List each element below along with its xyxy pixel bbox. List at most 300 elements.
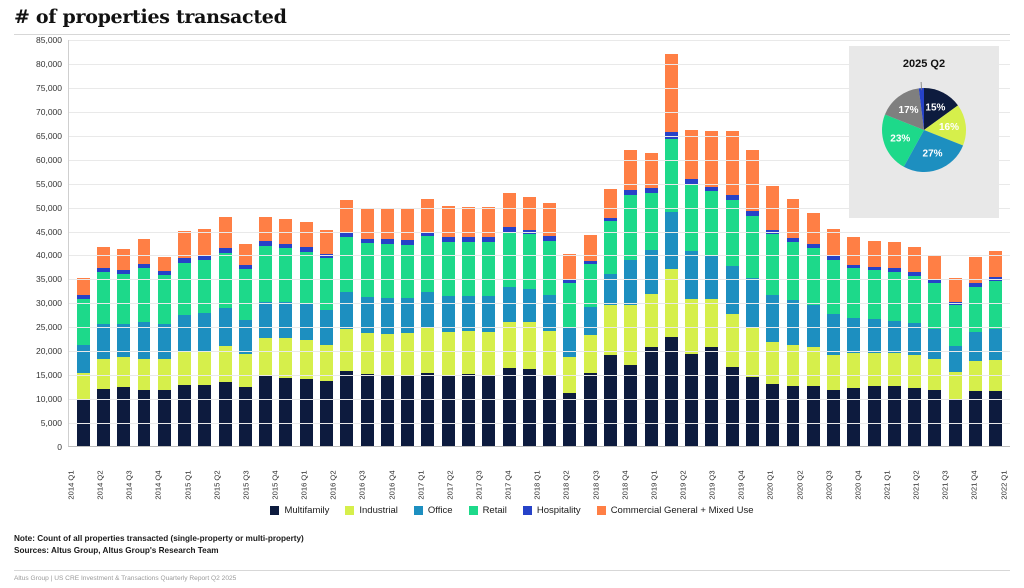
bar-column[interactable] <box>560 40 580 446</box>
bar-column[interactable] <box>458 40 478 446</box>
bar-column[interactable] <box>357 40 377 446</box>
y-axis-tick-label: 10,000 <box>36 394 62 405</box>
bar-segment <box>158 257 171 271</box>
legend-swatch <box>469 506 478 515</box>
bar-segment <box>928 255 941 279</box>
bar-segment <box>645 250 658 294</box>
bar-segment <box>543 241 556 295</box>
bar-segment <box>726 200 739 266</box>
bar-column[interactable] <box>174 40 194 446</box>
bar-segment <box>847 318 860 353</box>
bar-segment <box>665 139 678 212</box>
x-axis-tick-label: 2015 Q2 <box>212 470 222 500</box>
bar-segment <box>847 237 860 264</box>
bar-segment <box>726 266 739 313</box>
x-axis-tick-label: 2017 Q1 <box>416 470 426 500</box>
bar-segment <box>949 372 962 399</box>
bar-segment <box>340 200 353 232</box>
bar-segment <box>138 239 151 264</box>
bar-segment <box>361 243 374 296</box>
bar-column[interactable] <box>438 40 458 446</box>
bar-segment <box>868 241 881 267</box>
bar-segment <box>198 313 211 350</box>
bar-segment <box>584 235 597 261</box>
legend-item[interactable] <box>523 505 581 516</box>
bar-segment <box>624 260 637 305</box>
bar-segment <box>847 268 860 318</box>
x-axis-tick-label: 2016 Q3 <box>357 470 367 500</box>
bar-segment <box>421 373 434 446</box>
bar-column[interactable] <box>621 40 641 446</box>
bar-column[interactable] <box>479 40 499 446</box>
bar-segment <box>746 377 759 446</box>
footer-source: Altus Group | US CRE Investment & Transactions Quarterly Report Q2 2025 <box>14 570 1010 582</box>
bar-segment <box>381 209 394 240</box>
bar-segment <box>178 263 191 315</box>
bar-segment <box>320 381 333 446</box>
bar-segment <box>442 296 455 331</box>
bar-segment <box>746 216 759 279</box>
bar-segment <box>645 294 658 347</box>
bar-column[interactable] <box>803 40 823 446</box>
bar-stack <box>665 54 678 446</box>
bar-segment <box>239 269 252 320</box>
bar-segment <box>401 375 414 446</box>
bar-segment <box>908 247 921 272</box>
bar-segment <box>705 347 718 446</box>
bar-stack <box>320 230 333 446</box>
bar-column[interactable] <box>661 40 681 446</box>
bar-column[interactable] <box>114 40 134 446</box>
legend-item[interactable] <box>345 505 398 516</box>
legend-item[interactable] <box>469 505 507 516</box>
bar-column[interactable] <box>73 40 93 446</box>
x-axis-tick-label: 2021 Q4 <box>969 470 979 500</box>
bar-segment <box>421 292 434 328</box>
y-axis-tick-label: 75,000 <box>36 82 62 93</box>
bar-stack <box>827 229 840 446</box>
x-axis-tick-label: 2017 Q4 <box>503 470 513 500</box>
bar-segment <box>320 230 333 254</box>
bar-segment <box>340 237 353 292</box>
y-axis-tick-label: 80,000 <box>36 58 62 69</box>
bar-segment <box>868 353 881 386</box>
legend-label: Industrial <box>359 505 398 516</box>
bar-segment <box>462 296 475 331</box>
bar-segment <box>138 390 151 447</box>
bar-segment <box>908 388 921 446</box>
bar-segment <box>279 302 292 337</box>
bar-column[interactable] <box>337 40 357 446</box>
x-axis-tick-label: 2022 Q1 <box>999 470 1009 500</box>
page-title: # of properties transacted <box>14 6 287 28</box>
bar-segment <box>239 244 252 265</box>
bar-segment <box>563 328 576 357</box>
legend-item[interactable] <box>414 505 453 516</box>
bar-segment <box>726 367 739 446</box>
bar-segment <box>239 320 252 354</box>
bar-column[interactable] <box>783 40 803 446</box>
y-axis-tick-label: 60,000 <box>36 154 62 165</box>
y-axis-tick-label: 15,000 <box>36 370 62 381</box>
bar-segment <box>401 209 414 240</box>
inset-pie-chart <box>876 82 996 197</box>
bar-segment <box>807 347 820 386</box>
bar-column[interactable] <box>195 40 215 446</box>
bar-stack <box>746 150 759 446</box>
bar-stack <box>787 199 800 447</box>
bar-segment <box>685 185 698 252</box>
x-axis-tick-label: 2015 Q1 <box>183 470 193 500</box>
inset-pie-panel <box>849 46 999 218</box>
x-axis-labels <box>68 449 1010 505</box>
legend-swatch <box>597 506 606 515</box>
bar-segment <box>888 386 901 446</box>
bar-segment <box>705 299 718 348</box>
bar-segment <box>787 242 800 300</box>
legend-label: Commercial General + Mixed Use <box>610 505 754 516</box>
x-axis-tick-label: 2015 Q3 <box>241 470 251 500</box>
bar-segment <box>847 388 860 446</box>
bar-segment <box>563 254 576 279</box>
bar-column[interactable] <box>316 40 336 446</box>
bar-segment <box>401 245 414 298</box>
bar-segment <box>117 357 130 387</box>
bar-segment <box>158 324 171 358</box>
legend-label: Hospitality <box>536 505 581 516</box>
bar-column[interactable] <box>215 40 235 446</box>
title-divider <box>14 34 1010 35</box>
x-axis-tick-label: 2019 Q3 <box>707 470 717 500</box>
x-axis-tick-label: 2017 Q3 <box>474 470 484 500</box>
bar-segment <box>503 287 516 322</box>
bar-segment <box>604 355 617 446</box>
bar-segment <box>442 242 455 297</box>
x-axis-tick-label: 2018 Q1 <box>532 470 542 500</box>
y-axis-tick-label: 30,000 <box>36 298 62 309</box>
bar-segment <box>219 382 232 446</box>
bar-segment <box>503 193 516 227</box>
bar-segment <box>178 231 191 259</box>
x-axis-tick-label: 2021 Q3 <box>940 470 950 500</box>
y-axis-tick-label: 55,000 <box>36 178 62 189</box>
legend-item[interactable] <box>597 505 754 516</box>
bar-segment <box>969 361 982 391</box>
grid-line <box>69 327 1010 328</box>
bar-segment <box>279 338 292 378</box>
bar-segment <box>462 242 475 296</box>
bar-segment <box>77 299 90 345</box>
bar-segment <box>259 376 272 446</box>
bar-segment <box>604 221 617 274</box>
bar-segment <box>361 333 374 374</box>
legend-swatch <box>345 506 354 515</box>
x-axis-tick-label: 2016 Q4 <box>387 470 397 500</box>
bar-stack <box>868 241 881 446</box>
bar-column[interactable] <box>702 40 722 446</box>
y-axis-tick-label: 65,000 <box>36 130 62 141</box>
bar-column[interactable] <box>276 40 296 446</box>
bar-stack <box>442 206 455 446</box>
bar-segment <box>300 222 313 247</box>
bar-segment <box>543 331 556 376</box>
grid-line <box>69 232 1010 233</box>
bar-segment <box>624 195 637 260</box>
bar-segment <box>766 295 779 342</box>
y-axis-tick-label: 0 <box>57 442 62 452</box>
bar-segment <box>584 373 597 446</box>
bar-column[interactable] <box>93 40 113 446</box>
bar-segment <box>482 376 495 446</box>
x-axis-tick-label: 2019 Q4 <box>736 470 746 500</box>
bar-stack <box>543 203 556 446</box>
bar-segment <box>928 329 941 360</box>
bar-segment <box>77 345 90 373</box>
bar-segment <box>442 332 455 376</box>
bar-segment <box>868 319 881 353</box>
bar-stack <box>97 247 110 446</box>
x-axis-tick-label: 2014 Q2 <box>95 470 105 500</box>
bar-column[interactable] <box>235 40 255 446</box>
legend-label: Office <box>427 505 453 516</box>
bar-segment <box>665 212 678 269</box>
bar-column[interactable] <box>134 40 154 446</box>
inset-pie-title: 2025 Q2 <box>902 58 946 70</box>
y-axis <box>14 35 68 452</box>
bar-stack <box>219 217 232 446</box>
bar-segment <box>766 234 779 295</box>
bar-segment <box>239 354 252 388</box>
bar-stack <box>847 237 860 446</box>
y-axis-tick-label: 20,000 <box>36 346 62 357</box>
y-axis-tick-label: 40,000 <box>36 250 62 261</box>
bar-segment <box>807 386 820 446</box>
bar-segment <box>523 234 536 289</box>
bar-segment <box>624 365 637 446</box>
bar-segment <box>685 251 698 299</box>
bar-segment <box>584 264 597 308</box>
bar-segment <box>117 249 130 270</box>
bar-column[interactable] <box>763 40 783 446</box>
bar-stack <box>523 197 536 446</box>
bar-stack <box>766 186 779 446</box>
y-axis-tick-label: 5,000 <box>40 418 62 429</box>
bar-segment <box>198 229 211 255</box>
bar-segment <box>340 292 353 329</box>
bar-segment <box>543 376 556 446</box>
bar-segment <box>523 369 536 446</box>
pie-slice-label: 23% <box>890 133 911 145</box>
bar-column[interactable] <box>499 40 519 446</box>
bar-segment <box>279 378 292 446</box>
bar-segment <box>989 281 1002 329</box>
bar-stack <box>340 200 353 446</box>
bar-segment <box>198 351 211 385</box>
x-axis-tick-label: 2018 Q3 <box>591 470 601 500</box>
bar-segment <box>624 305 637 365</box>
legend-item[interactable] <box>270 505 329 516</box>
bar-segment <box>300 304 313 339</box>
bar-segment <box>259 217 272 241</box>
bar-column[interactable] <box>742 40 762 446</box>
bar-segment <box>847 353 860 388</box>
grid-line <box>69 351 1010 352</box>
bar-segment <box>138 268 151 322</box>
bar-segment <box>563 393 576 446</box>
bar-segment <box>523 322 536 368</box>
x-axis-tick-label: 2016 Q1 <box>299 470 309 500</box>
chart-legend <box>0 505 1024 516</box>
grid-line <box>69 375 1010 376</box>
bar-column[interactable] <box>296 40 316 446</box>
bar-column[interactable] <box>722 40 742 446</box>
bar-stack <box>198 229 211 446</box>
bar-segment <box>361 209 374 239</box>
bar-column[interactable] <box>398 40 418 446</box>
bar-stack <box>584 235 597 446</box>
grid-line <box>69 423 1010 424</box>
bar-segment <box>888 321 901 353</box>
bar-segment <box>97 359 110 388</box>
bar-stack <box>421 199 434 446</box>
bar-segment <box>827 355 840 390</box>
note-line-2: Sources: Altus Group, Altus Group's Research Team <box>14 545 219 555</box>
bar-segment <box>827 260 840 314</box>
grid-line <box>69 399 1010 400</box>
pie-slice-label: 17% <box>898 105 919 117</box>
bar-column[interactable] <box>539 40 559 446</box>
bar-segment <box>259 246 272 303</box>
bar-segment <box>746 328 759 377</box>
bar-stack <box>279 219 292 446</box>
legend-swatch <box>523 506 532 515</box>
legend-swatch <box>414 506 423 515</box>
bar-segment <box>320 258 333 310</box>
bar-segment <box>462 331 475 374</box>
pie-slice-label: 16% <box>938 121 960 133</box>
bar-segment <box>259 302 272 338</box>
bar-segment <box>178 315 191 352</box>
grid-line <box>69 40 1010 41</box>
legend-swatch <box>270 506 279 515</box>
bar-segment <box>503 368 516 446</box>
bar-segment <box>868 270 881 319</box>
bar-segment <box>543 295 556 331</box>
bar-column[interactable] <box>580 40 600 446</box>
grid-line <box>69 303 1010 304</box>
bar-segment <box>827 314 840 355</box>
y-axis-tick-label: 45,000 <box>36 226 62 237</box>
x-axis-tick-label: 2014 Q4 <box>153 470 163 500</box>
bar-column[interactable] <box>377 40 397 446</box>
bar-segment <box>949 346 962 372</box>
y-axis-tick-label: 35,000 <box>36 274 62 285</box>
bar-segment <box>604 274 617 306</box>
bar-segment <box>665 337 678 446</box>
bar-stack <box>624 150 637 446</box>
bar-stack <box>908 247 921 446</box>
x-axis-tick-label: 2020 Q3 <box>824 470 834 500</box>
x-axis-tick-label: 2016 Q2 <box>328 470 338 500</box>
bar-segment <box>908 355 921 388</box>
bar-stack <box>807 213 820 446</box>
bar-segment <box>198 385 211 446</box>
bar-segment <box>503 322 516 368</box>
bar-segment <box>766 384 779 446</box>
bar-column[interactable] <box>600 40 620 446</box>
pie-slice-label: 15% <box>925 102 946 114</box>
bar-segment <box>584 307 597 335</box>
x-axis-tick-label: 2018 Q4 <box>620 470 630 500</box>
bar-segment <box>989 329 1002 360</box>
x-axis-tick-label: 2020 Q4 <box>853 470 863 500</box>
bar-segment <box>787 386 800 446</box>
bar-column[interactable] <box>681 40 701 446</box>
bar-segment <box>300 340 313 379</box>
x-axis-tick-label: 2018 Q2 <box>561 470 571 500</box>
bar-segment <box>117 274 130 324</box>
bar-segment <box>401 333 414 375</box>
bar-segment <box>117 324 130 358</box>
bar-column[interactable] <box>823 40 843 446</box>
bar-segment <box>300 379 313 446</box>
bar-segment <box>705 255 718 299</box>
bar-column[interactable] <box>154 40 174 446</box>
bar-segment <box>928 283 941 329</box>
x-axis-tick-label: 2021 Q2 <box>911 470 921 500</box>
bar-segment <box>563 283 576 328</box>
bar-column[interactable] <box>418 40 438 446</box>
bar-segment <box>340 371 353 446</box>
bar-segment <box>462 374 475 446</box>
x-axis-tick-label: 2014 Q1 <box>66 470 76 500</box>
bar-segment <box>178 352 191 385</box>
bar-segment <box>97 247 110 268</box>
x-axis-tick-label: 2015 Q4 <box>270 470 280 500</box>
bar-segment <box>340 329 353 371</box>
bar-segment <box>645 193 658 250</box>
bar-segment <box>482 296 495 331</box>
bar-segment <box>381 244 394 298</box>
x-axis-tick-label: 2020 Q1 <box>765 470 775 500</box>
bar-segment <box>117 387 130 446</box>
bar-segment <box>77 373 90 400</box>
x-axis-tick-label: 2017 Q2 <box>445 470 455 500</box>
x-axis-tick-label: 2020 Q2 <box>795 470 805 500</box>
bar-segment <box>584 335 597 373</box>
bar-stack <box>239 244 252 447</box>
legend-label: Multifamily <box>284 505 330 516</box>
pie-slice-label: 27% <box>922 148 943 160</box>
bar-segment <box>949 278 962 302</box>
bar-segment <box>421 199 434 232</box>
grid-line <box>69 279 1010 280</box>
bar-segment <box>604 189 617 217</box>
bar-segment <box>969 287 982 332</box>
bar-segment <box>726 314 739 368</box>
bar-segment <box>442 376 455 446</box>
bar-column[interactable] <box>641 40 661 446</box>
chart-notes <box>14 533 304 557</box>
y-axis-tick-label: 50,000 <box>36 202 62 213</box>
bar-segment <box>807 213 820 244</box>
bar-column[interactable] <box>256 40 276 446</box>
bar-column[interactable] <box>519 40 539 446</box>
bar-segment <box>908 276 921 323</box>
grid-line <box>69 255 1010 256</box>
bar-segment <box>421 236 434 292</box>
bar-segment <box>827 229 840 257</box>
